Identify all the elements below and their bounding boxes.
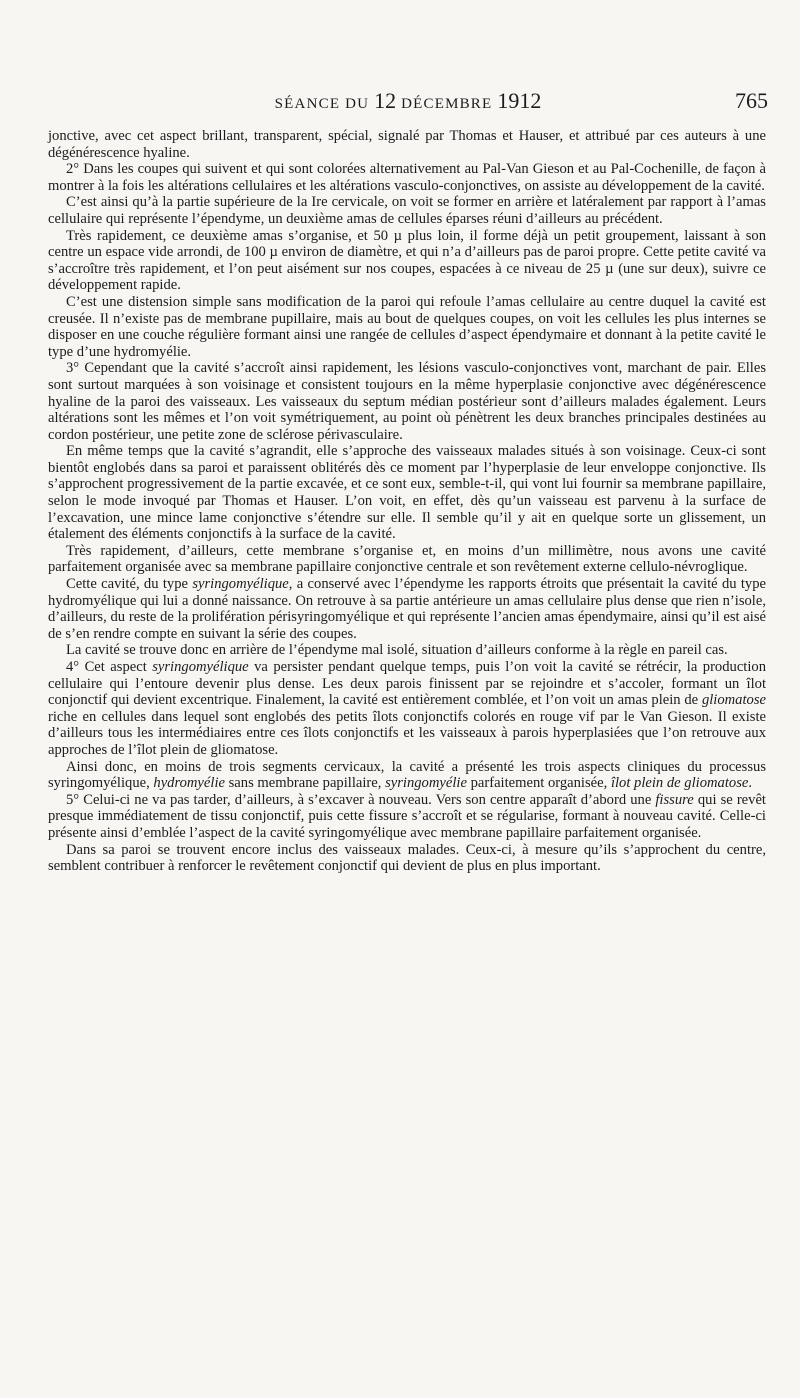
- paragraph: [48, 228, 766, 294]
- text-run: La cavité se trouve donc en arrière de l’épendyme mal isolé, situation d’ailleurs conforme à la règle en pareil cas.: [66, 642, 728, 659]
- italic-term: syringomyélie: [385, 775, 467, 792]
- paragraph: [48, 128, 766, 161]
- text-run: jonctive, avec cet aspect brillant, transparent, spécial, signalé par Thomas et Hauser, et attribué par ces auteurs à une dégénérescence hyaline.: [48, 128, 766, 161]
- running-title-day: 12: [374, 88, 397, 113]
- text-run: 5° Celui-ci ne va pas tarder, d’ailleurs, à s’excaver à nouveau. Vers son centre apparaît d’abord une: [66, 791, 656, 808]
- text-run: parfaitement organisée,: [466, 775, 611, 792]
- paragraph: [48, 759, 766, 792]
- italic-term: îlot plein de gliomatose: [610, 775, 749, 792]
- paragraph: [48, 543, 766, 576]
- paragraph: [48, 360, 766, 443]
- text-run: sans membrane papillaire,: [224, 775, 386, 792]
- page-number: 765: [735, 88, 768, 113]
- paragraph: [48, 443, 766, 543]
- text-run: riche en cellules dans lequel sont englobés des petits îlots conjonctifs colorés en rouge vif par le Van Gieson. Il existe d’ailleurs tous les intermédiaires entre ces îlots conjonctifs et les vaisseaux à parois hyperplasiées que l’on retrouve aux approches de l’îlot plein de gliomatose.: [48, 708, 766, 758]
- text-run: 4° Cet aspect: [66, 659, 153, 675]
- paragraph: [48, 194, 766, 227]
- text-run: Très rapidement, ce deuxième amas s’organise, et 50 µ plus loin, il forme déjà un petit groupement, laissant à son centre un espace vide arrondi, de 100 µ environ de diamètre, et qui n’a d’ailleurs pas de paroi propre. Cette petite cavité va s’accroître très rapidement, et l’on peut aisément sur nos coupes, espacées à ce niveau de 25 µ (une sur deux), suivre ce développement rapide.: [48, 227, 766, 294]
- paragraph: [48, 576, 766, 642]
- text-run: Ainsi donc, en moins de trois segments cervicaux, la cavité a présenté les trois aspects cliniques du processus syringomyélique,: [48, 758, 766, 792]
- running-title: [48, 88, 768, 114]
- italic-term: syringomyélique: [152, 659, 249, 675]
- italic-term: syringomyélique: [192, 576, 289, 593]
- text-run: qui se revêt presque immédiatement de tissu conjonctif, puis cette fissure s’accroît et se régularise, formant à nouveau cavité. Celle-ci présente ainsi d’emblée l’aspect de la cavité syringomyélique avec membrane papillaire parfaitement organisée.: [48, 791, 766, 841]
- running-title-prefix: SÉANCE DU: [274, 96, 375, 112]
- paragraph: [48, 659, 766, 759]
- text-run: va persister pendant quelque temps, puis l’on voit la cavité se rétrécir, la production cellulaire qui l’entoure devenir plus dense. Les deux parois finissent par se rejoindre et s’accoler, formant un îlot conjonctif qui devient excentrique. Finalement, la cavité est entièrement comblée, et l’on voit un amas plein de: [48, 659, 766, 709]
- text-run: .: [748, 775, 753, 792]
- text-run: En même temps que la cavité s’agrandit, elle s’approche des vaisseaux malades situés à son voisinage. Ceux-ci sont bientôt englobés dans sa paroi et paraissent oblitérés dès ce moment par l’hyperplasie de leur enveloppe conjonctive. Ils s’approchent progressivement de la partie excavée, et ce sont eux, semble-t-il, qui vont lui fournir sa membrane papillaire, selon le mode invoqué par Thomas et Hauser. L’on voit, en effet, dès qu’un vaisseau est parvenu à la surface de l’excavation, une mince lame conjonctive s’étendre sur elle. Il semble qu’il y ait en quelque sorte un glissement, un étalement des éléments conjonctifs à la surface de la cavité.: [48, 443, 766, 543]
- running-header: [48, 88, 768, 116]
- text-run: C’est ainsi qu’à la partie supérieure de la Ire cervicale, on voit se former en arrière et latéralement par rapport à l’amas cellulaire qui représente l’épendyme, un deuxième amas de cellules éparses réuni d’ailleurs au précédent.: [48, 194, 766, 227]
- italic-term: hydromyélie: [153, 775, 225, 792]
- paragraph: [48, 294, 766, 360]
- text-run: 3° Cependant que la cavité s’accroît ainsi rapidement, les lésions vasculo-conjonctives vont, marchant de pair. Elles sont surtout marquées à son voisinage et consistent toujours en la même hyperplasie conjonctive avec dégénérescence hyaline de la paroi des vaisseaux. Les vaisseaux du septum médian postérieur sont d’ailleurs malades également. Leurs altérations sont les mêmes et l’on voit symétriquement, au point où pénètrent les deux branches principales destinées au cordon postérieur, une petite zone de sclérose périvasculaire.: [48, 360, 766, 443]
- running-title-year: 1912: [497, 88, 542, 113]
- paragraph: [48, 842, 766, 875]
- paragraph: [48, 642, 766, 659]
- body-text: [48, 128, 766, 875]
- book-page: [48, 0, 768, 1398]
- paragraph: [48, 161, 766, 194]
- italic-term: fissure: [655, 791, 694, 808]
- italic-term: gliomatose: [701, 692, 766, 709]
- text-run: Très rapidement, d’ailleurs, cette membrane s’organise et, en moins d’un millimètre, nous avons une cavité parfaitement organisée avec sa membrane papillaire conjonctive centrale et son revêtement externe cellulo-névroglique.: [48, 542, 766, 576]
- running-title-month: DÉCEMBRE: [396, 96, 498, 112]
- text-run: Cette cavité, du type: [66, 576, 193, 593]
- text-run: , a conservé avec l’épendyme les rapports étroits que présentait la cavité du type hydromyélique qui lui a donné naissance. On retrouve à sa partie antérieure un amas cellulaire plus dense que rien n’isole, d’ailleurs, du reste de la prolifération périsyringomyélique et qui représente l’ancien amas épendymaire, ainsi qu’il est aisé de s’en rendre compte en suivant la série des coupes.: [48, 576, 766, 642]
- text-run: Dans sa paroi se trouvent encore inclus des vaisseaux malades. Ceux-ci, à mesure qu’ils s’approchent du centre, semblent contribuer à renforcer le revêtement conjonctif qui devient de plus en plus important.: [48, 841, 766, 875]
- paragraph: [48, 792, 766, 842]
- text-run: C’est une distension simple sans modification de la paroi qui refoule l’amas cellulaire au centre duquel la cavité est creusée. Il n’existe pas de membrane pupillaire, mais au bout de quelques coupes, on voit les cellules les plus internes se disposer en une couche régulière formant ainsi une rangée de cellules d’aspect épendymaire et donnant à la petite cavité le type d’une hydromyélie.: [48, 293, 766, 360]
- text-run: 2° Dans les coupes qui suivent et qui sont colorées alternativement au Pal-Van Gieson et au Pal-Cochenille, de façon à montrer à la fois les altérations cellulaires et les altérations vasculo-conjonctives, on assiste au développement de la cavité.: [48, 161, 766, 194]
